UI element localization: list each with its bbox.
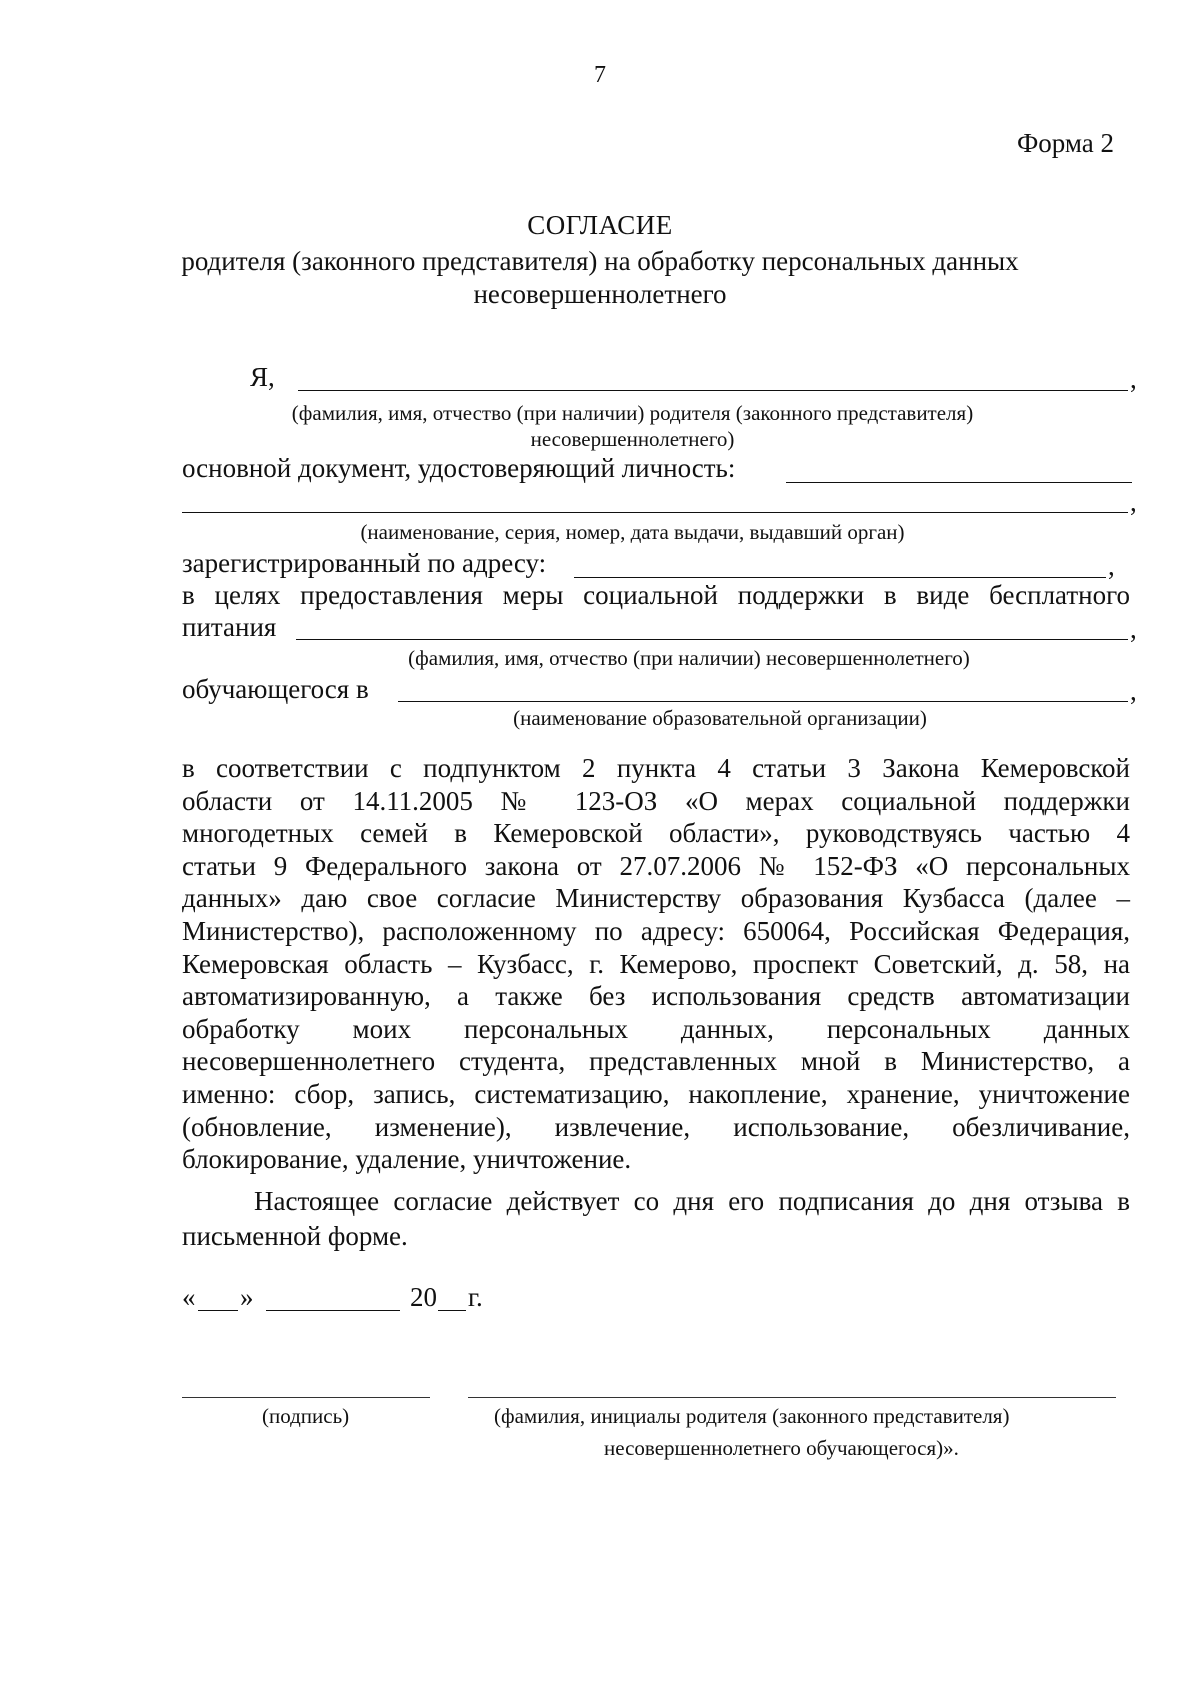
body-line-5: данных» даю свое согласие Министерству образования Кузбасса (далее – xyxy=(182,883,1130,914)
parent-initials-field[interactable] xyxy=(468,1397,1116,1398)
body-line-1: в соответствии с подпунктом 2 пункта 4 статьи 3 Закона Кемеровской xyxy=(182,753,1130,783)
document-subtitle xyxy=(0,245,1200,311)
name-caption-line-1: (фамилия, инициалы родителя (законного представителя) xyxy=(494,1404,1010,1428)
address-label: зарегистрированный по адресу: xyxy=(182,548,547,578)
signature-field[interactable] xyxy=(182,1397,430,1398)
body-line-12: (обновление, изменение), извлечение, использование, обезличивание, xyxy=(182,1111,1130,1142)
parent-caption-line-1: (фамилия, имя, отчество (при наличии) родителя (законного представителя) xyxy=(291,401,974,425)
studying-label: обучающегося в xyxy=(182,674,369,704)
organization-caption: (наименование образовательной организации) xyxy=(513,706,927,730)
date-year-prefix: 20 xyxy=(410,1282,437,1312)
closing-line-2: письменной форме. xyxy=(182,1221,408,1251)
date-close-quote: » xyxy=(240,1282,254,1312)
organization-comma: , xyxy=(1130,676,1137,706)
body-line-11: именно: сбор, запись, систематизацию, накопление, хранение, уничтожение xyxy=(182,1078,1130,1109)
parent-caption-line-2: несовершеннолетнего) xyxy=(530,427,735,451)
minor-name-comma: , xyxy=(1130,614,1137,644)
name-caption-line-2: несовершеннолетнего обучающегося)». xyxy=(604,1436,959,1460)
closing-paragraph xyxy=(182,1186,1130,1252)
date-year-field[interactable] xyxy=(438,1310,466,1311)
body-line-13: блокирование, удаление, уничтожение. xyxy=(182,1144,632,1175)
subtitle-line-1: родителя (законного представителя) на обработку персональных данных xyxy=(181,246,1019,276)
date-open-quote: « xyxy=(182,1282,196,1312)
document-caption: (наименование, серия, номер, дата выдачи, выдавший орган) xyxy=(360,520,905,544)
minor-caption: (фамилия, имя, отчество (при наличии) несовершеннолетнего) xyxy=(408,646,970,670)
address-comma: , xyxy=(1108,551,1115,581)
date-year-suffix: г. xyxy=(468,1282,483,1312)
parent-name-field[interactable] xyxy=(298,390,1128,391)
date-month-field[interactable] xyxy=(266,1310,400,1311)
form-label: Форма 2 xyxy=(1016,128,1114,158)
address-field[interactable] xyxy=(574,577,1106,578)
organization-field[interactable] xyxy=(398,701,1128,702)
document-field-1[interactable] xyxy=(786,482,1132,483)
document-label: основной документ, удостоверяющий личность: xyxy=(182,453,736,483)
body-line-10: несовершеннолетнего студента, представленных мной в Министерство, а xyxy=(182,1046,1130,1077)
signature-caption: (подпись) xyxy=(262,1404,350,1428)
consent-body xyxy=(182,752,1130,1176)
body-line-7: Кемеровская область – Кузбасс, г. Кемерово, проспект Советский, д. 58, на xyxy=(182,948,1130,979)
purpose-line: в целях предоставления меры социальной поддержки в виде бесплатного xyxy=(182,580,1130,610)
i-prefix: Я, xyxy=(250,362,275,392)
body-line-4: статьи 9 Федерального закона от 27.07.2006 № 152-ФЗ «О персональных xyxy=(182,850,1130,881)
body-line-9: обработку моих персональных данных, персональных данных xyxy=(182,1013,1130,1044)
date-day-field[interactable] xyxy=(198,1310,238,1311)
document-field-2[interactable] xyxy=(182,512,1128,513)
page-number: 7 xyxy=(594,62,606,88)
food-label: питания xyxy=(182,612,277,642)
subtitle-line-2: несовершеннолетнего xyxy=(473,279,727,309)
body-line-6: Министерство), расположенному по адресу: 650064, Российская Федерация, xyxy=(182,915,1130,946)
parent-name-comma: , xyxy=(1130,364,1137,394)
body-line-3: многодетных семей в Кемеровской области», руководствуясь частью 4 xyxy=(182,818,1130,849)
minor-name-field[interactable] xyxy=(296,639,1128,640)
document-title: СОГЛАСИЕ xyxy=(527,210,673,240)
document-comma: , xyxy=(1130,487,1137,517)
closing-line-1: Настоящее согласие действует со дня его подписания до дня отзыва в xyxy=(254,1186,1130,1216)
body-line-2: области от 14.11.2005 № 123-ОЗ «О мерах социальной поддержки xyxy=(182,785,1130,816)
body-line-8: автоматизированную, а также без использования средств автоматизации xyxy=(182,981,1130,1012)
